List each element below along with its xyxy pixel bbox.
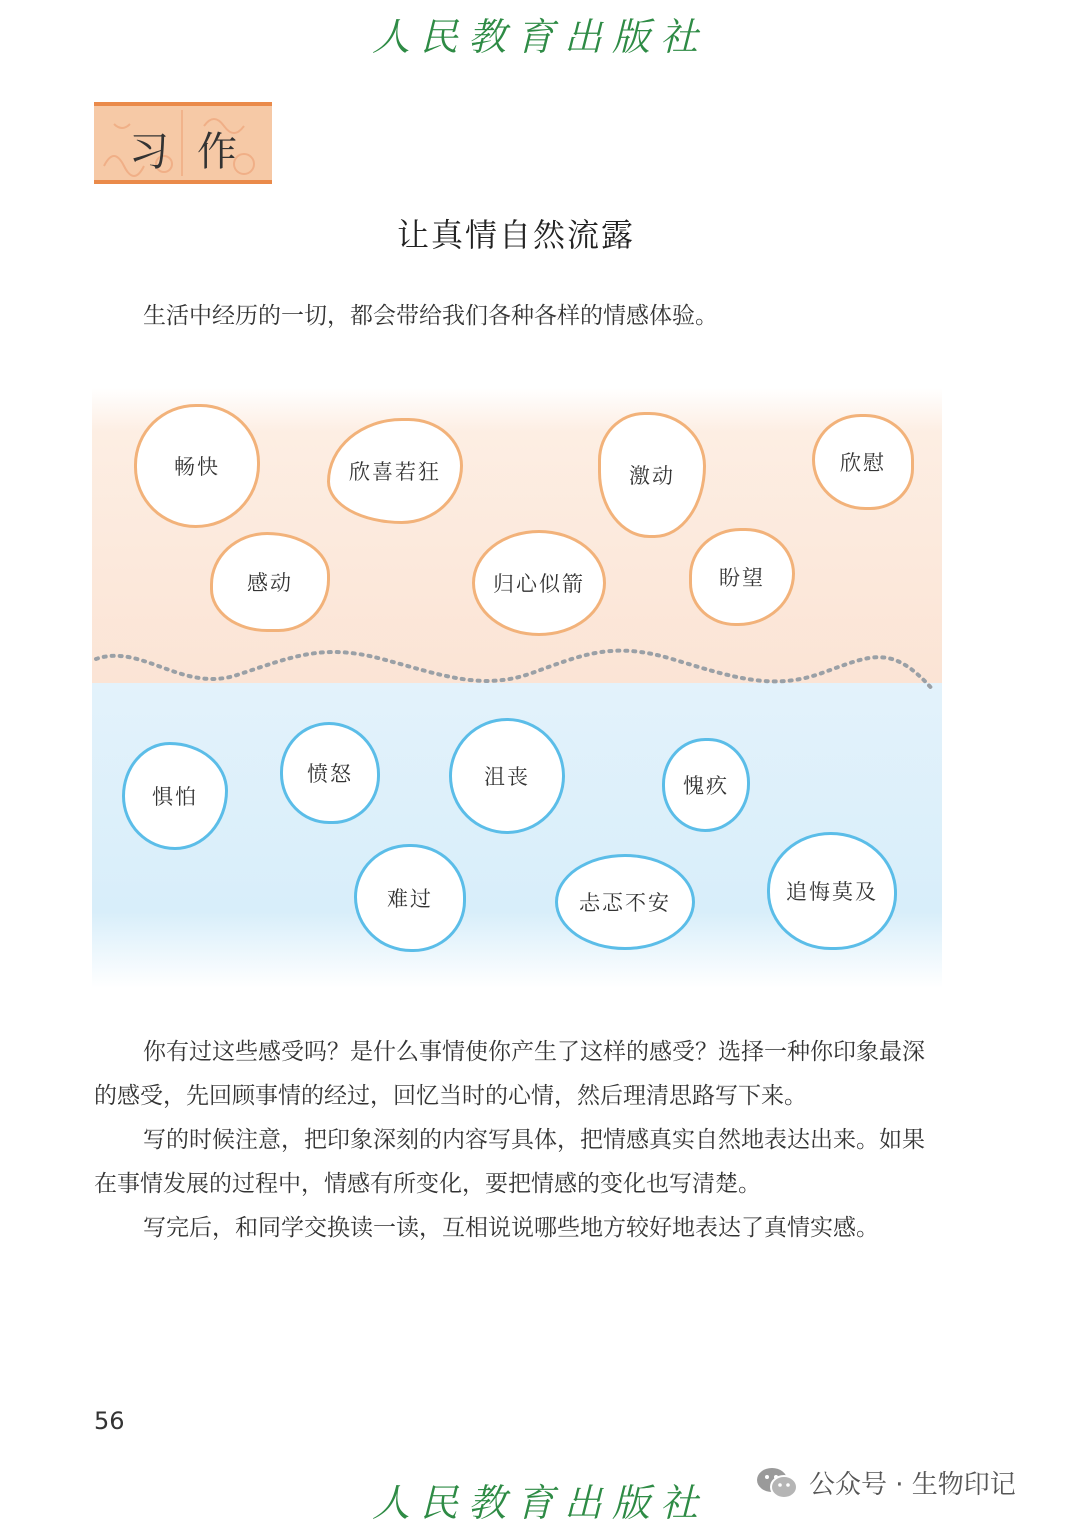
publisher-footer: 人民教育出版社 [371, 1481, 708, 1525]
section-label-text: 习作 [129, 129, 265, 175]
emotion-bubble: 欣慰 [812, 414, 914, 510]
emotion-bubble: 忐忑不安 [555, 854, 695, 950]
watermark-text: 公众号 · 生物印记 [809, 1470, 1016, 1500]
emotion-bubble: 感动 [210, 532, 330, 632]
emotion-illustration [92, 388, 942, 988]
emotion-bubble: 惧怕 [122, 742, 228, 850]
publisher-header: 人民教育出版社 [371, 15, 708, 59]
emotion-bubble: 盼望 [689, 528, 795, 626]
wechat-icon [755, 1465, 799, 1501]
dotted-wave-divider [92, 643, 942, 703]
emotion-bubble: 畅快 [134, 404, 260, 528]
paragraph: 你有过这些感受吗？是什么事情使你产生了这样的感受？选择一种你印象最深的感受，先回顾事情的经过，回忆当时的心情，然后理清思路写下来。 [94, 1039, 925, 1109]
emotion-bubble: 愧疚 [662, 738, 750, 832]
emotion-bubble: 沮丧 [449, 718, 565, 834]
watermark [755, 1464, 1016, 1501]
paragraph: 写完后，和同学交换读一读，互相说说哪些地方较好地表达了真情实感。 [143, 1215, 879, 1241]
page-title: 让真情自然流露 [396, 216, 635, 254]
emotion-bubble: 难过 [354, 844, 466, 952]
emotion-bubble: 激动 [598, 412, 706, 538]
intro-text: 生活中经历的一切，都会带给我们各种各样的情感体验。 [143, 303, 718, 329]
paragraph: 写的时候注意，把印象深刻的内容写具体，把情感真实自然地表达出来。如果在事情发展的过程中，情感有所变化，要把情感的变化也写清楚。 [94, 1127, 925, 1197]
page-number: 56 [94, 1407, 125, 1435]
emotion-bubble: 归心似箭 [472, 530, 606, 636]
emotion-bubble: 愤怒 [280, 722, 380, 824]
emotion-bubble: 追悔莫及 [767, 832, 897, 950]
emotion-bubble: 欣喜若狂 [327, 418, 463, 524]
section-label [94, 102, 272, 184]
